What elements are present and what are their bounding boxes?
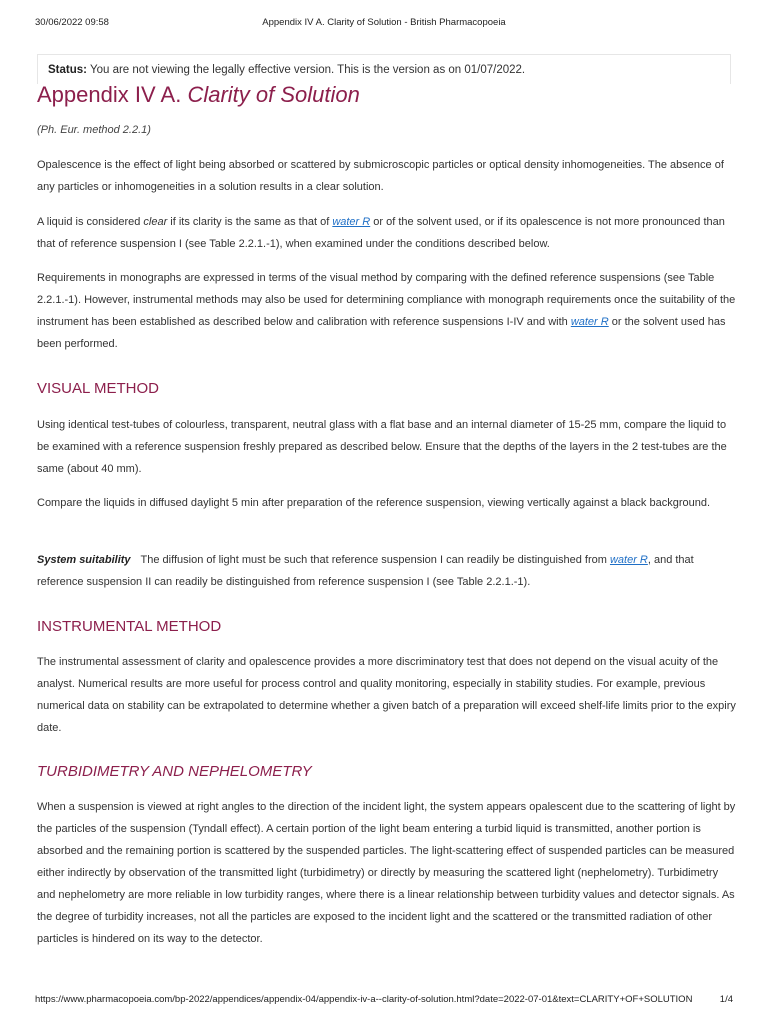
page-title-emphasis: Clarity of Solution bbox=[187, 82, 360, 107]
page-title-prefix: Appendix IV A. bbox=[37, 82, 188, 107]
page-number: 1/4 bbox=[719, 994, 733, 1005]
section-heading-instrumental-method: INSTRUMENTAL METHOD bbox=[37, 618, 222, 635]
water-r-link[interactable]: water R bbox=[570, 316, 609, 328]
water-r-link[interactable]: water R bbox=[332, 216, 371, 228]
status-message bbox=[48, 64, 525, 76]
system-suitability-label: System suitability bbox=[37, 554, 131, 566]
status-banner bbox=[37, 54, 731, 84]
text-fragment: , and that reference suspension II can readily be distinguished from reference suspension I (see Table 2.2.1.-1). bbox=[37, 554, 694, 588]
text-fragment: or of the solvent used, or if its opalescence is not more pronounced than that of reference suspension I (see Table 2.2.1.-1), when examined under the conditions described below. bbox=[37, 216, 725, 250]
print-footer bbox=[35, 994, 733, 1008]
intro-paragraph-2 bbox=[37, 211, 737, 255]
print-header bbox=[35, 17, 733, 31]
status-text: You are not viewing the legally effective version. This is the version as on 01/07/2022. bbox=[89, 64, 526, 76]
visual-method-paragraph-1: Using identical test-tubes of colourless, transparent, neutral glass with a flat base and an internal diameter of 15-25 mm, compare the liquid to be examined with a reference suspension freshly prepared as described below. Ensure that the depths of the layers in the 2 test-tubes are the same (about 40 mm). bbox=[37, 419, 727, 475]
page-url: https://www.pharmacopoeia.com/bp-2022/appendices/appendix-04/appendix-iv-a--clarity-of-solution.html?date=2022-07-01&text=CLARITY+OF+SOLUTION bbox=[35, 994, 693, 1005]
page-title bbox=[37, 82, 360, 108]
print-document-title: Appendix IV A. Clarity of Solution - British Pharmacopoeia bbox=[262, 17, 506, 28]
print-datetime: 30/06/2022 09:58 bbox=[35, 17, 109, 28]
instrumental-method-paragraph: The instrumental assessment of clarity and opalescence provides a more discriminatory test that does not depend on the visual acuity of the analyst. Numerical results are more useful for process control and quality monitoring, especially in stability studies. For example, previous numerical data on stability can be extrapolated to determine whether a given batch of a preparation will exceed shelf-life limits prior to the expiry date. bbox=[37, 656, 736, 734]
text-fragment: Requirements in monographs are expressed in terms of the visual method by comparing with the defined reference suspensions (see Table 2.2.1.-1). However, instrumental methods may also be used for determining compliance with monograph requirements once the suitability of the instrument has been established as described below and calibration with reference suspensions I-IV and with bbox=[37, 272, 736, 328]
text-fragment: if its clarity is the same as that of bbox=[167, 216, 333, 228]
text-fragment: A liquid is considered bbox=[37, 216, 144, 228]
turbidimetry-paragraph: When a suspension is viewed at right angles to the direction of the incident light, the system appears opalescent due to the scattering of light by the particles of the suspension (Tyndall effect). A certain portion of the light beam entering a turbid liquid is transmitted, another portion is absorbed and the remaining portion is scattered by the suspended particles. The light-scattering effect of suspended particles can be measured either indirectly by observation of the transmitted light (turbidimetry) or directly by measuring the scattered light (nephelometry). Turbidimetry and nephelometry are more reliable in low turbidity ranges, where there is a linear relationship between turbidity values and detector signals. As the degree of turbidity increases, not all the particles are exposed to the incident light and the scattered or the transmitted radiation of other particles is hindered on its way to the detector. bbox=[37, 801, 736, 945]
system-suitability-paragraph bbox=[37, 549, 737, 593]
water-r-link[interactable]: water R bbox=[609, 554, 648, 566]
status-label: Status: bbox=[48, 64, 87, 76]
section-heading-visual-method: VISUAL METHOD bbox=[37, 380, 159, 397]
clear-term: clear bbox=[143, 216, 168, 228]
method-reference: (Ph. Eur. method 2.2.1) bbox=[37, 124, 151, 136]
text-fragment: or the solvent used has been performed. bbox=[37, 316, 726, 350]
visual-method-paragraph-2: Compare the liquids in diffused daylight 5 min after preparation of the reference suspension, viewing vertically against a black background. bbox=[37, 497, 711, 509]
text-fragment: The diffusion of light must be such that reference suspension I can readily be distinguished from bbox=[140, 554, 610, 566]
section-heading-turbidimetry: TURBIDIMETRY AND NEPHELOMETRY bbox=[37, 763, 312, 780]
intro-paragraph-3 bbox=[37, 267, 737, 355]
intro-paragraph-1: Opalescence is the effect of light being absorbed or scattered by submicroscopic particles or optical density inhomogeneities. The absence of any particles or inhomogeneities in a solution results in a clear solution. bbox=[37, 159, 724, 193]
